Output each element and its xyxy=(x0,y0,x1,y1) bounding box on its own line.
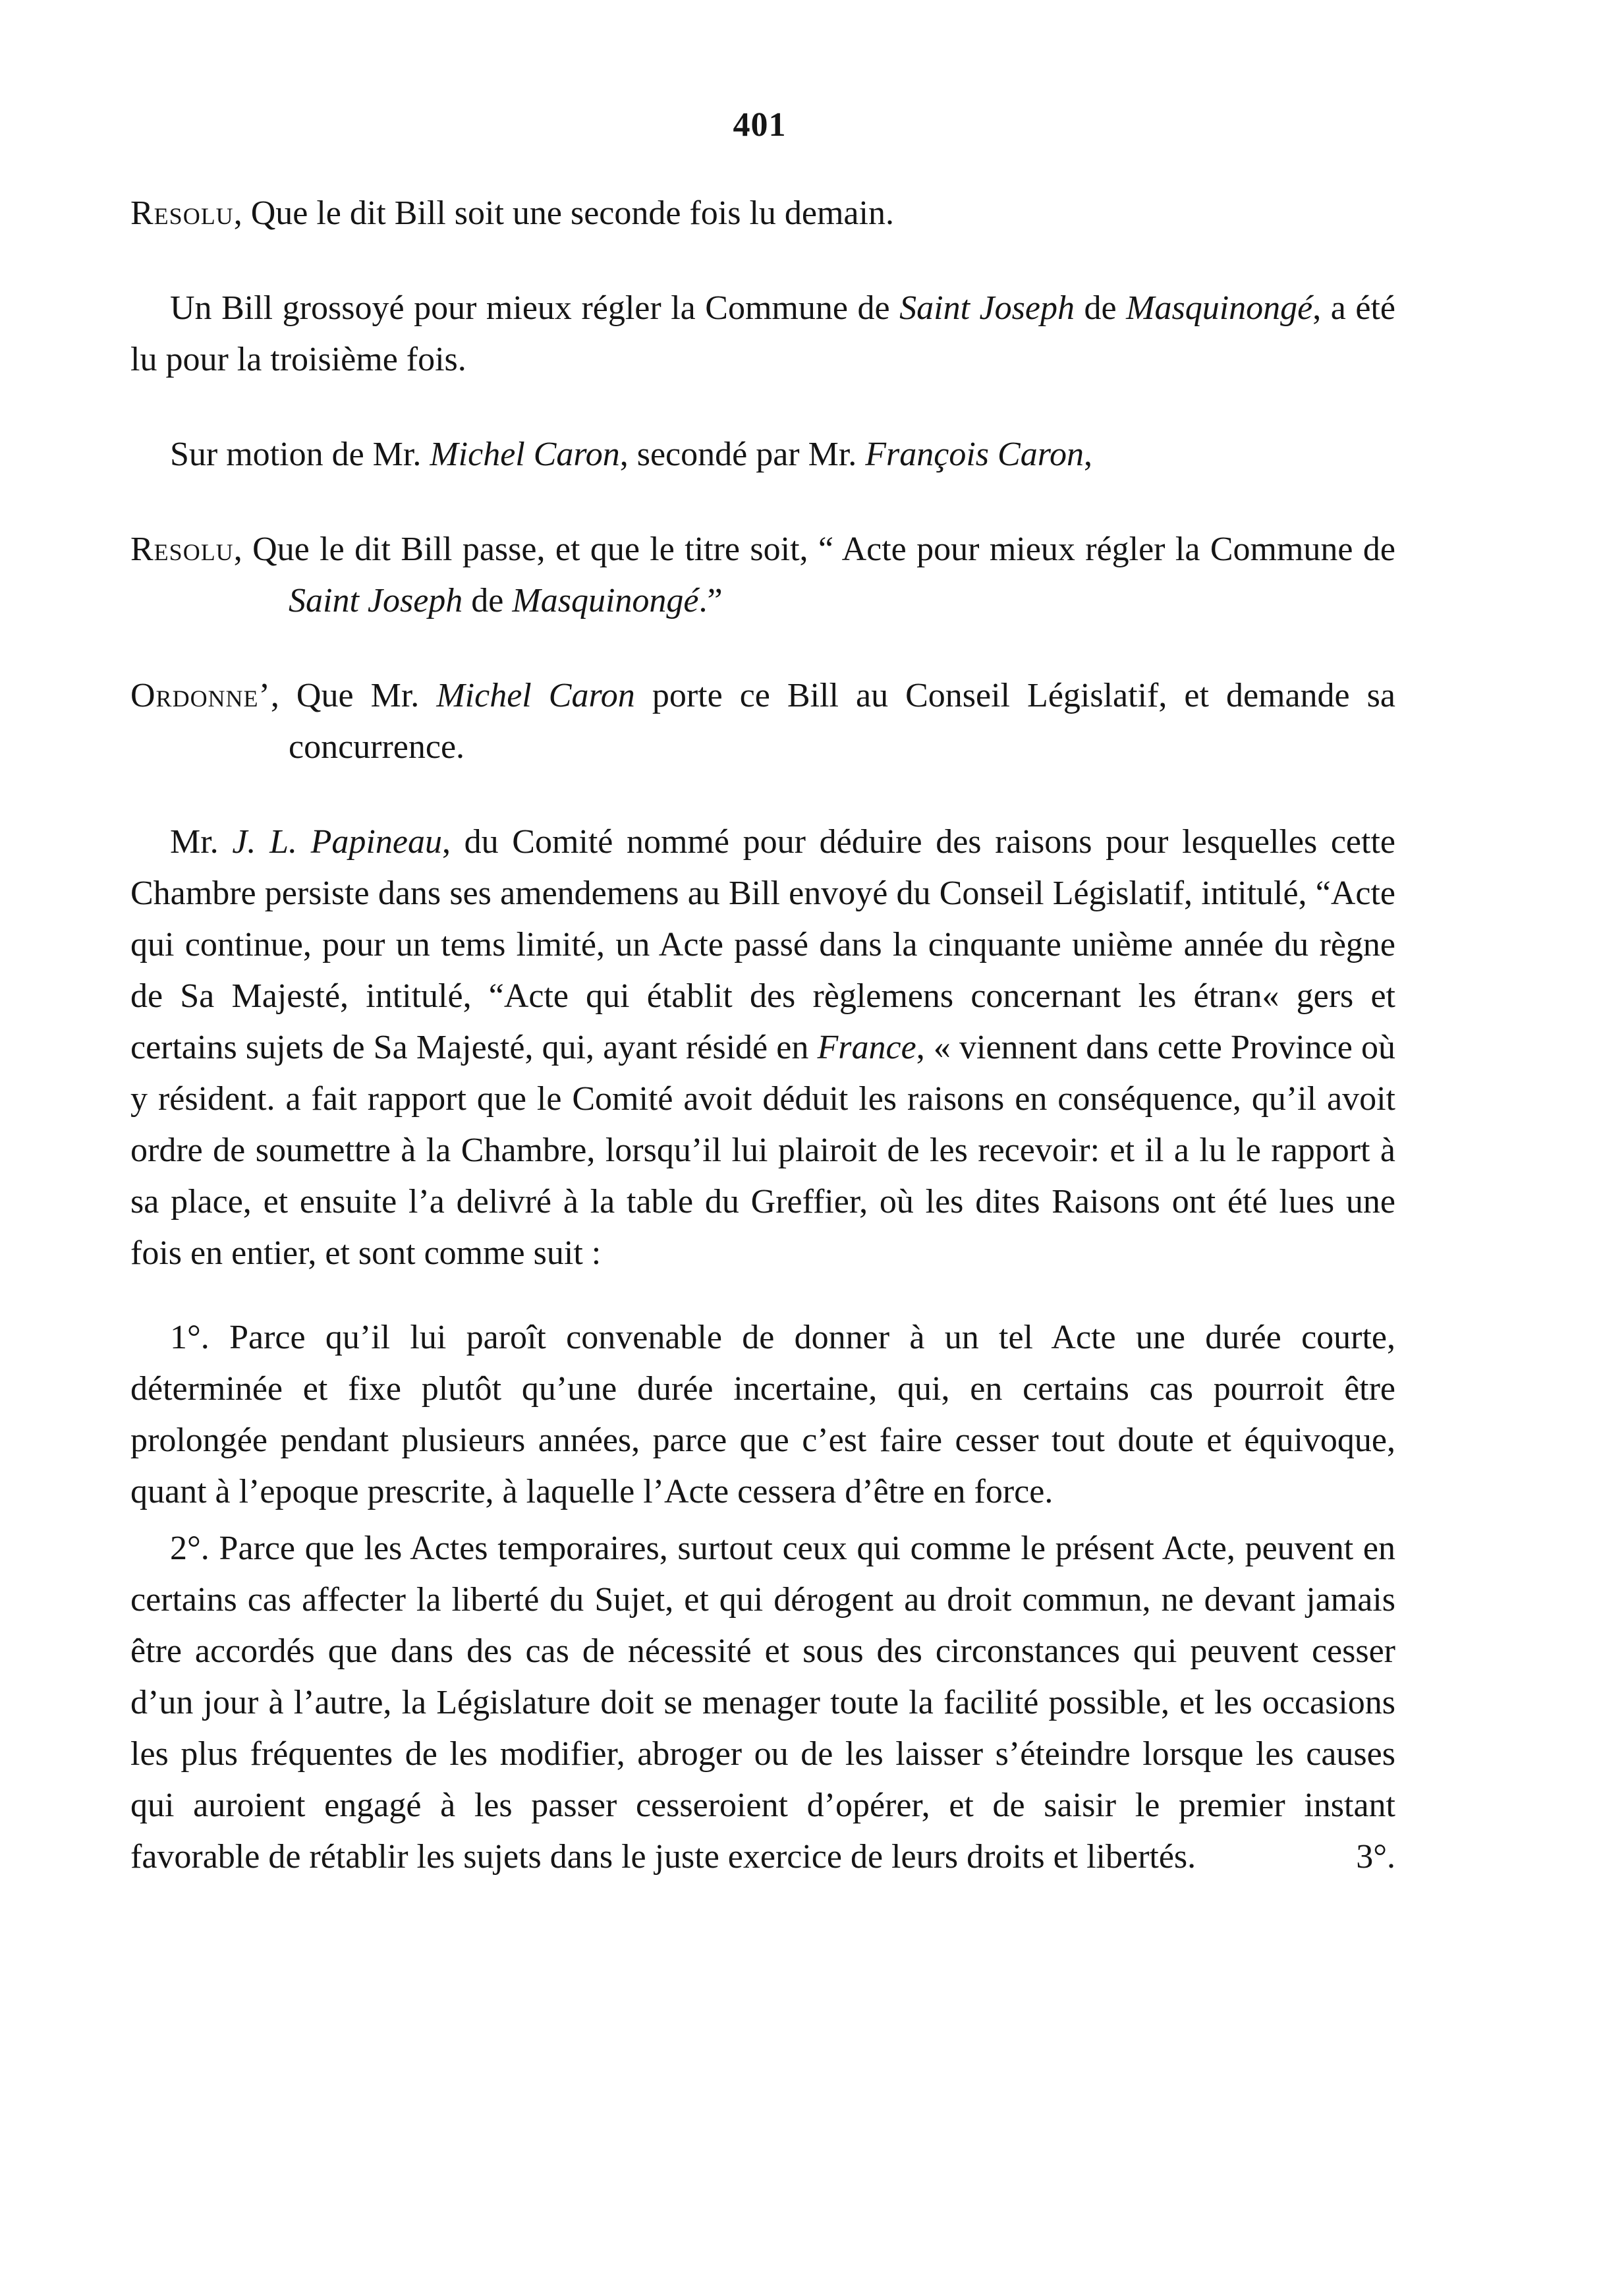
text-run: , Que Mr. xyxy=(270,677,437,714)
text-run: , Que le dit Bill soit une seconde fois lu demain. xyxy=(233,194,894,232)
text-run: François Caron xyxy=(865,436,1084,473)
page-text xyxy=(130,188,1395,1883)
text-run: , secondé par Mr. xyxy=(619,436,866,473)
text-run: porte ce Bill au Conseil Législatif, et demande sa concurrence. xyxy=(289,677,1395,766)
text-run: Sur motion de Mr. xyxy=(170,436,430,473)
text-run: J. L. Papineau xyxy=(232,823,442,861)
text-run: .” xyxy=(698,582,723,619)
text-run: , a été lu pour la troisième fois. xyxy=(130,289,1396,378)
paragraph-p2 xyxy=(130,283,1395,386)
text-run: de xyxy=(1074,289,1127,327)
text-run: , « viennent dans cette Province où y résident. a fait rapport que le Comité avoit déduit les raisons en conséquence, qu’il avoit ordre de soumettre à la Chambre, lorsqu’il lui plairoit de les recevoir: et il a lu le rapport à sa place, et ensuite l’a delivré à la table du Greffier, où les dites Raisons ont été lues une fois en entier, et sont comme suit : xyxy=(130,1029,1395,1272)
text-run: , du Comité nommé pour déduire des raisons pour lesquelles cette Chambre persiste dans ses amendemens au Bill envoyé du Conseil Législatif, intitulé, “Acte qui continue, pour un tems limité, un Acte passé dans la cinquante unième année du règne de Sa Majesté, intitulé, “Acte qui établit des règlemens concernant les étran« gers et certains sujets de Sa Majesté, qui, ayant résidé en xyxy=(130,823,1395,1066)
text-run: Resolu xyxy=(130,531,234,568)
text-run: 2°. Parce que les Actes temporaires, surtout ceux qui comme le présent Acte, peuvent en certains cas affecter la liberté du Sujet, et qui dérogent au droit commun, ne devant jamais être accordés que dans des cas de nécessité et sous des circonstances qui peuvent cesser d’un jour à l’autre, la Législature doit se menager toute la facilité possible, et les occasions les plus fréquentes de les modifier, abroger ou de les laisser s’éteindre lorsque les causes qui auroient engagé à les passer cesseroient d’opérer, et de saisir le premier instant favorable de rétablir les sujets dans le juste exercice de leurs droits et libertés. xyxy=(130,1530,1395,1876)
text-run: Saint Joseph xyxy=(289,582,463,619)
paragraph-p3 xyxy=(130,429,1395,480)
page-number: 401 xyxy=(733,106,787,144)
text-run: Un Bill grossoyé pour mieux régler la Commune de xyxy=(170,289,900,327)
paragraph-p4 xyxy=(130,524,1395,627)
paragraph-p1 xyxy=(130,188,1395,239)
text-run: Saint Joseph xyxy=(899,289,1075,327)
text-run: Ordonne’ xyxy=(130,677,271,714)
paragraph-p7 xyxy=(130,1312,1395,1518)
paragraph-p6 xyxy=(130,817,1395,1279)
catchword: 3°. xyxy=(1356,1838,1395,1876)
paragraph-p8 xyxy=(130,1523,1395,1883)
text-run: Resolu xyxy=(130,194,234,232)
text-run: Michel Caron xyxy=(436,677,635,714)
text-run: France xyxy=(817,1029,916,1066)
text-run: Mr. xyxy=(170,823,233,861)
paragraph-p5 xyxy=(130,670,1395,773)
text-run: de xyxy=(463,582,513,619)
text-run: , Que le dit Bill passe, et que le titre soit, “ Acte pour mieux régler la Commune de xyxy=(233,531,1395,568)
text-run: Masquinongé xyxy=(512,582,699,619)
text-run: Michel Caron xyxy=(430,436,620,473)
text-run: Masquinongé xyxy=(1126,289,1313,327)
text-run: 1°. Parce qu’il lui paroît convenable de donner à un tel Acte une durée courte, déterminée et fixe plutôt qu’une durée incertaine, qui, en certains cas pourroit être prolongée pendant plusieurs années, parce que c’est faire cesser tout doute et équivoque, quant à l’epoque prescrite, à laquelle l’Acte cessera d’être en force. xyxy=(130,1319,1395,1510)
text-run: , xyxy=(1084,436,1093,473)
